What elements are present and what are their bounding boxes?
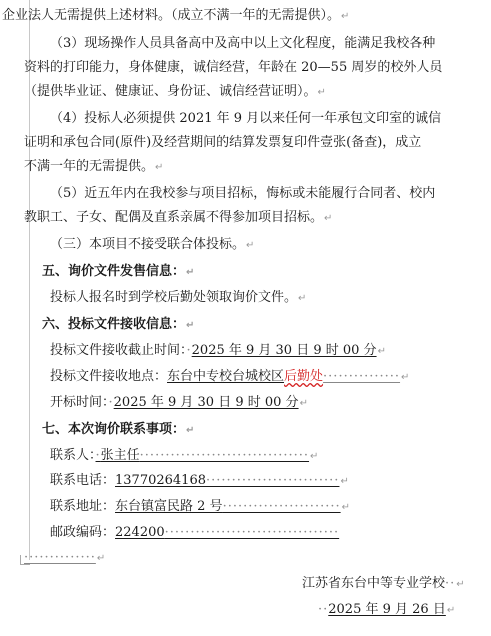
location-value: 东台中专校台城校区 xyxy=(167,369,285,384)
paragraph-line: 资料的打印能力，身体健康，诚信经营，年龄在 20—55 周岁的校外人员 xyxy=(24,60,443,75)
paragraph-line: 教职工、子女、配偶及直系亲属不得参加项目招标。↵ xyxy=(24,210,333,225)
contact-value: ·张主任································· xyxy=(95,448,310,463)
section-heading: 六、投标文件接收信息：↵ xyxy=(42,317,195,332)
opening-time-line: 开标时间：·2025 年 9 月 30 日 9 时 00 分↵ xyxy=(50,395,308,410)
paragraph-line: 证明和承包合同(原件)及经营期间的结算发票复印件壹张(备查)，成立 xyxy=(24,135,422,150)
address-line: 联系地址：东台镇富民路 2 号·······················↵ xyxy=(50,499,350,514)
phone-value: 13770264168·························· xyxy=(115,473,340,488)
issue-date: ··2025 年 9 月 26 日↵ xyxy=(318,602,456,617)
section-heading: 五、询价文件发售信息：↵ xyxy=(42,264,195,279)
dotted-continuation: ··············↵ xyxy=(24,550,106,565)
address-value: 东台镇富民路 2 号······················· xyxy=(115,499,341,514)
zip-value: 224200·································· xyxy=(115,525,340,540)
deadline-line: 投标文件接收截止时间：·2025 年 9 月 30 日 9 时 00 分↵ xyxy=(50,343,386,358)
paragraph-line: （4）投标人必须提供 2021 年 9 月以来任何一年承包文印室的诚信 xyxy=(50,111,442,126)
paragraph-line: （三）本项目不接受联合体投标。↵ xyxy=(50,237,255,252)
contact-line: 联系人：·张主任·································↵ xyxy=(50,448,319,463)
paragraph-line: 企业法人无需提供上述材料。（成立不满一年的无需提供）。↵ xyxy=(2,8,350,23)
paragraph-line: 投标人报名时到学校后勤处领取询价文件。↵ xyxy=(50,290,307,305)
paragraph-line: （5）近五年内在我校参与项目招标，悔标或未能履行合同者、校内 xyxy=(50,186,436,201)
zip-line: 邮政编码：224200·································· xyxy=(50,525,340,540)
section-heading: 七、本次询价联系事项：↵ xyxy=(42,422,195,437)
paragraph-line: 不满一年的无需提供。↵ xyxy=(24,159,164,174)
location-office: 后勤处 xyxy=(284,369,324,384)
opening-time-value: 2025 年 9 月 30 日 9 时 00 分 xyxy=(113,395,299,410)
paragraph-line: （3）现场操作人员具备高中及高中以上文化程度，能满足我校各种 xyxy=(50,36,436,51)
paragraph-line: （提供毕业证、健康证、身份证、诚信经营证明）。↵ xyxy=(24,84,326,99)
phone-line: 联系电话：13770264168··························↵ xyxy=(50,473,349,488)
location-line: 投标文件接收地点：东台中专校台城校区后勤处···············↵ xyxy=(50,369,410,384)
deadline-value: 2025 年 9 月 30 日 9 时 00 分 xyxy=(191,343,377,358)
school-signature: 江苏省东台中等专业学校··↵ xyxy=(302,576,465,591)
